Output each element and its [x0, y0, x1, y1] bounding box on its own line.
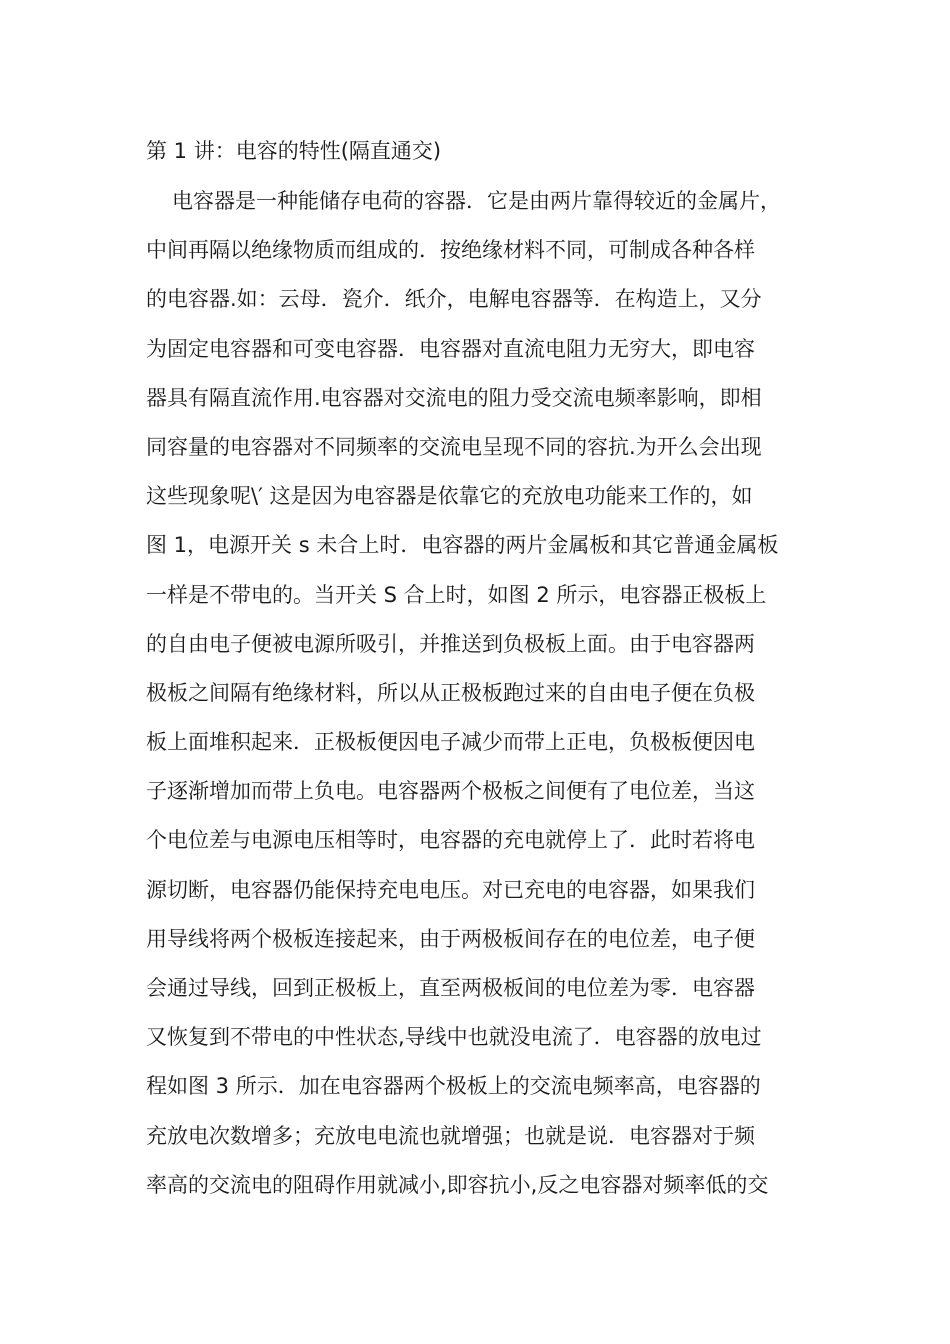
text-line: 程如图 3 所示．加在电容器两个极板上的交流电频率高，电容器的 — [146, 1074, 761, 1099]
text-line: 个电位差与电源电压相等时，电容器的充电就停上了．此时若将电 — [146, 828, 755, 853]
text-line: 极板之间隔有绝缘材料，所以从正极板跑过来的自由电子便在负极 — [146, 680, 755, 705]
text-line: 这些现象呢\′ 这是因为电容器是依靠它的充放电功能来工作的，如 — [146, 484, 753, 509]
text-line: 用导线将两个极板连接起来，由于两极板间存在的电位差，电子便 — [146, 926, 755, 951]
text-line: 又恢复到不带电的中性状态,导线中也就没电流了．电容器的放电过 — [146, 1025, 762, 1050]
lesson-title: 第 1 讲：电容的特性(隔直通交) — [146, 139, 442, 163]
text-line: 图 1，电源开关 s 未合上时．电容器的两片金属板和其它普通金属板 — [146, 533, 779, 558]
text-line: 中间再隔以绝缘物质而组成的．按绝缘材料不同，可制成各种各样 — [146, 238, 755, 263]
text-line: 一样是不带电的。当开关 S 合上时，如图 2 所示，电容器正极板上 — [146, 582, 767, 607]
text-line: 同容量的电容器对不同频率的交流电呈现不同的容抗.为开么会出现 — [146, 434, 762, 459]
text-line: 器具有隔直流作用.电容器对交流电的阻力受交流电频率影响，即相 — [146, 385, 762, 410]
text-line: 子逐渐增加而带上负电。电容器两个极板之间便有了电位差，当这 — [146, 779, 755, 804]
text-line: 的自由电子便被电源所吸引，并推送到负极板上面。由于电容器两 — [146, 631, 755, 656]
text-line: 充放电次数增多；充放电电流也就增强；也就是说．电容器对于频 — [146, 1123, 755, 1148]
text-line: 会通过导线，回到正极板上，直至两极板间的电位差为零．电容器 — [146, 976, 755, 1000]
text-line: 电容器是一种能储存电荷的容器．它是由两片靠得较近的金属片， — [172, 189, 781, 213]
text-line: 为固定电容器和可变电容器．电容器对直流电阻力无穷大，即电容 — [146, 336, 755, 361]
text-line: 板上面堆积起来．正极板便因电子减少而带上正电，负极板便因电 — [146, 730, 755, 755]
text-line: 源切断，电容器仍能保持充电电压。对已充电的电容器，如果我们 — [146, 877, 755, 902]
body-paragraph — [146, 184, 826, 1217]
text-line: 的电容器.如：云母．瓷介．纸介，电解电容器等．在构造上，又分 — [146, 287, 762, 312]
text-line: 率高的交流电的阻碍作用就减小,即容抗小,反之电容器对频率低的交 — [146, 1172, 769, 1197]
